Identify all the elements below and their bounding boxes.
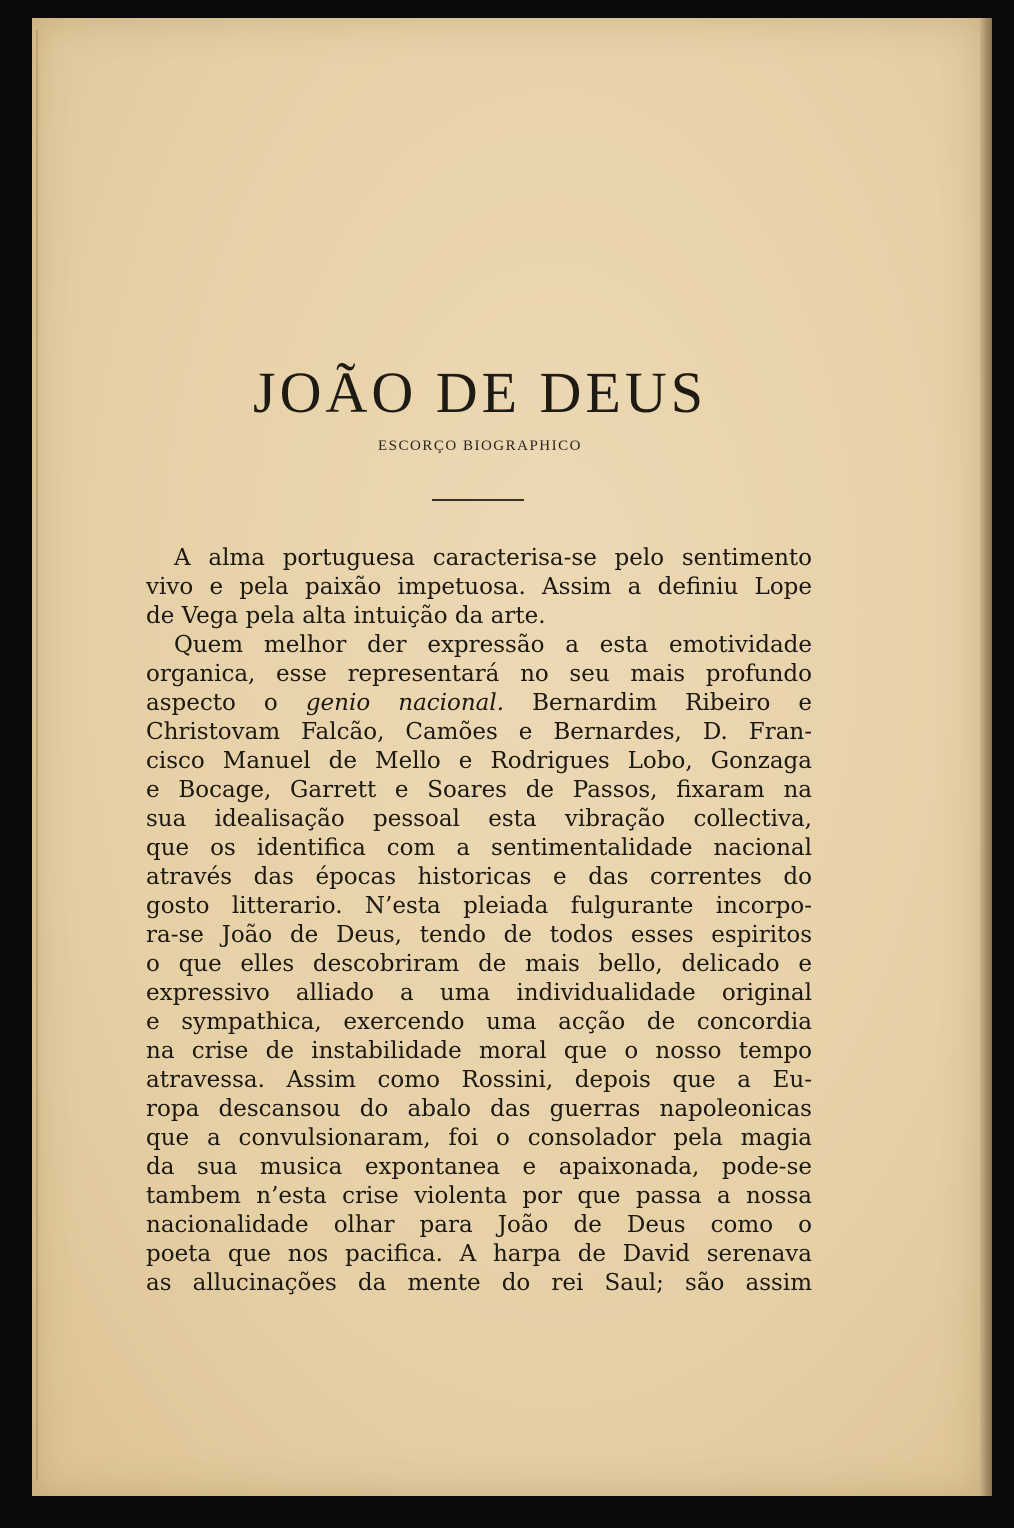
text-line: Quem melhor der expressão a esta emotividade [174, 632, 812, 658]
text-line: poeta que nos pacifica. A harpa de David serenava [146, 1241, 812, 1267]
text-line-with-italic [146, 689, 812, 718]
text-line: vivo e pela paixão impetuosa. Assim a definiu Lope [146, 574, 812, 600]
text-line: expressivo alliado a uma individualidade original [146, 980, 812, 1006]
text-line: cisco Manuel de Mello e Rodrigues Lobo, Gonzaga [146, 748, 812, 774]
text-line: gosto litterario. N’esta pleiada fulgurante incorpo- [146, 893, 812, 919]
binding-fold [36, 30, 38, 1480]
text-line: o que elles descobriram de mais bello, delicado e [146, 951, 812, 977]
text-line: Christovam Falcão, Camões e Bernardes, D. Fran- [146, 719, 812, 745]
text-line: tambem n’esta crise violenta por que passa a nossa [146, 1183, 812, 1209]
text-line: e sympathica, exercendo uma acção de concordia [146, 1009, 812, 1035]
page-edge [980, 18, 992, 1496]
divider-rule [432, 499, 524, 501]
page-title: JOÃO DE DEUS [253, 359, 707, 425]
text-line: sua idealisação pessoal esta vibração collectiva, [146, 806, 812, 832]
text-line: ra-se João de Deus, tendo de todos esses espiritos [146, 922, 812, 948]
body-text [146, 544, 812, 1298]
page-subtitle: ESCORÇO BIOGRAPHICO [378, 438, 582, 454]
text-fragment: aspecto o [146, 690, 278, 716]
text-line: nacionalidade olhar para João de Deus como o [146, 1212, 812, 1238]
text-line: através das épocas historicas e das correntes do [146, 864, 812, 890]
text-line: ropa descansou do abalo das guerras napoleonicas [146, 1096, 812, 1122]
text-line: na crise de instabilidade moral que o nosso tempo [146, 1038, 812, 1064]
text-line: organica, esse representará no seu mais profundo [146, 661, 812, 687]
text-line: que os identifica com a sentimentalidade nacional [146, 835, 812, 861]
text-line: atravessa. Assim como Rossini, depois que a Eu- [146, 1067, 812, 1093]
text-line: de Vega pela alta intuição da arte. [146, 603, 546, 629]
text-line: e Bocage, Garrett e Soares de Passos, fixaram na [146, 777, 812, 803]
text-line: da sua musica expontanea e apaixonada, pode-se [146, 1154, 812, 1180]
text-fragment: Bernardim Ribeiro e [532, 690, 812, 716]
italic-phrase: genio nacional. [305, 690, 505, 716]
text-line: que a convulsionaram, foi o consolador pela magia [146, 1125, 812, 1151]
text-line: as allucinações da mente do rei Saul; são assim [146, 1270, 812, 1296]
text-line: A alma portuguesa caracterisa-se pelo sentimento [174, 545, 812, 571]
